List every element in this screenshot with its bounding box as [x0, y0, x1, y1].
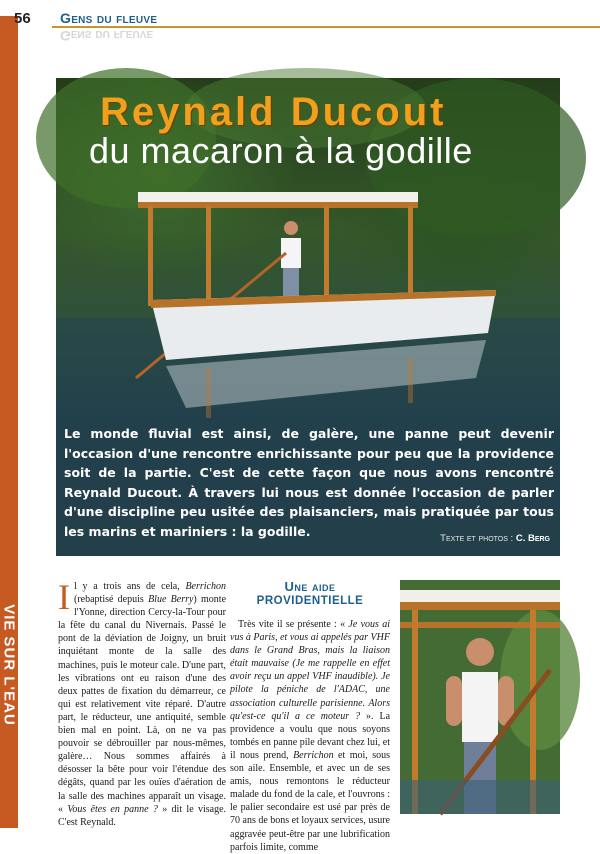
column-2-text: Très vite il se présente : « Je vous ai vus à Paris, et vous ai appelés par VHF dans le Grand Bras, mais la liaison était mauvaise (Je me rappelle en effet avoir reçu un appel VHF inaudible). Je pilote la péniche de l'ADAC, une association culturelle parisienne. Alors qu'est-ce qu'il a ce moteur ? ». La providence a voulu que nous soyons tombés en panne pile devant chez lui, et il nous prend, Berrichon et moi, sous son aile. Ensemble, et avec un de ses amis, nous remontons le réducteur malade du fond de la cale, et l'ouvrons : le palier secondaire est usé par près de 70 ans de bons et loyaux services, usure aggravée peut-être par une lubrification parfois limite, comme	[230, 619, 391, 853]
article-title: Reynald Ducout	[100, 90, 447, 134]
lead-paragraph: Le monde fluvial est ainsi, de galère, une panne peut devenir l'occasion d'une rencontre enrichissante pour peu que la providence soit de la partie. C'est de cette façon que nous avons rencontré Reynald Ducout. À travers lui nous est donnée l'occasion de parler d'une discipline peu usitée des plaisanciers, mais pratiquée par tous les marins et mariniers : la godille.	[64, 426, 554, 539]
subheading: Une aide PROVIDENTIELLE	[256, 579, 364, 607]
section-side-label: VIE SUR L'EAU	[0, 604, 18, 726]
section-title-reflection: Gens du fleuve	[60, 28, 154, 44]
page-number: 56	[14, 10, 31, 27]
rower-illustration	[400, 580, 560, 814]
section-title: Gens du fleuve	[60, 10, 158, 26]
article-column-2	[230, 580, 390, 854]
photo-credit: Texte et photos : C. Berg	[440, 533, 550, 544]
hero-photo	[56, 78, 560, 556]
article-column-1: Il y a trois ans de cela, Berrichon (rebaptisé depuis Blue Berry) monte l'Yonne, direction Cercy-la-Tour pour la fête du canal du Nivernais. Passé le pont de la déviation de Joigny, un bruit inquiétant monte de la salle des machines, puis le moteur cale. D'une part, les vibrations ont eu raison d'une des deux pattes de fixation du démarreur, ce qui est relativement vite réparé. D'autre part, le réducteur, une antiquité, semble bien mal en point. Là, on ne va pas pouvoir se débrouiller par nous-mêmes, galère… Nous sommes affairés à désosser la bête pour voir l'étendue des dégâts, quand par les ouïes d'aération de la salle des machines apparaît un visage. « Vous êtes en panne ? » dit le visage. C'est Reynald.	[58, 577, 227, 828]
drop-cap: I	[58, 577, 70, 617]
article-subtitle: du macaron à la godille	[89, 130, 473, 171]
portrait-photo	[400, 580, 560, 814]
